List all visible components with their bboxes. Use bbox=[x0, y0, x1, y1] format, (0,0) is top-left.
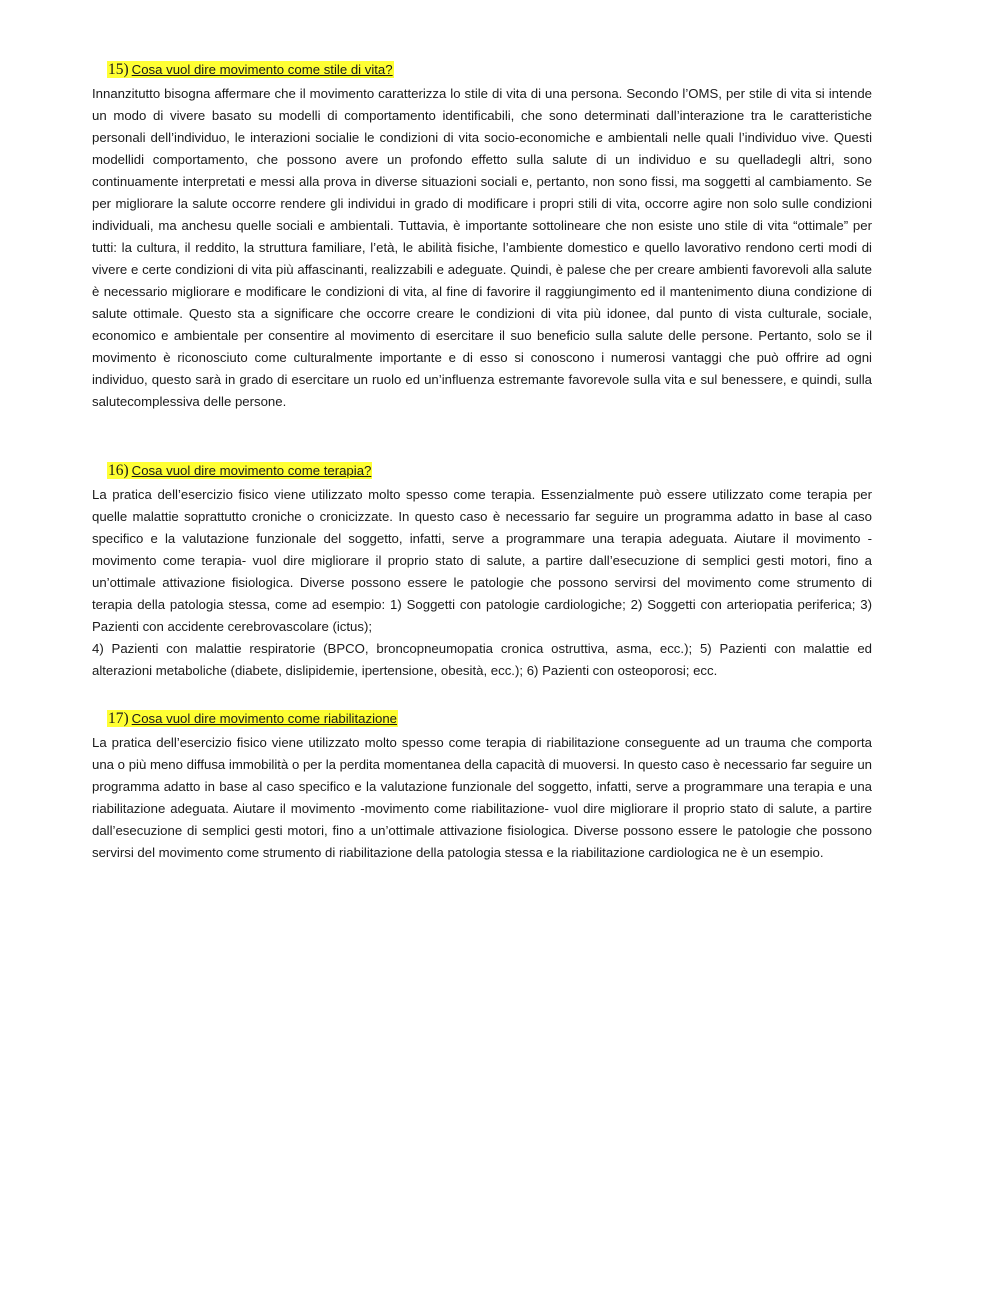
answer-paragraph-15: Innanzitutto bisogna affermare che il movimento caratterizza lo stile di vita di una persona. Secondo l’OMS, per stile di vita si intende un modo di vivere basato su modelli di comportamento identificabili, che sono determinati dall’interazione tra le caratteristiche personali dell’individuo, le interazioni socialie le condizioni di vita socio-economiche e ambientali nelle quali l’individuo vive. Questi modellidi comportamento, che possono avere un profondo effetto sulla salute di un individuo e su quelladegli altri, sono continuamente interpretati e messi alla prova in diverse situazioni sociali e, pertanto, non sono fissi, ma soggetti al cambiamento. Se per migliorare la salute occorre rendere gli individui in grado di modificare i propri stili di vita, occorre agire non solo sulle condizioni individuali, ma anchesu quelle sociali e ambientali. Tuttavia, è importante sottolineare che non esiste uno stile di vita “ottimale” per tutti: la cultura, il reddito, la struttura familiare, l’età, le abilità fisiche, l’ambiente domestico e quello lavorativo rendono certi modi di vivere e certe condizioni di vita più affascinanti, realizzabili e adeguate. Quindi, è palese che per creare ambienti favorevoli alla salute è necessario migliorare e modificare le condizioni di vita, al fine di favorire il raggiungimento ed il mantenimento diuna condizione di salute ottimale. Questo sta a significare che occorre creare le condizioni di vita più idonee, dal punto di vista culturale, sociale, economico e ambientale per consentire al movimento di esercitare il suo beneficio sulla salute delle persone. Pertanto, solo se il movimento è riconosciuto come culturalmente importante e di esso si conoscono i numerosi vantaggi che può offrire ad ogni individuo, questo sarà in grado di esercitare un ruolo ed un’influenza estremante favorevole sulla vita e sul benessere, e quindi, sulla salutecomplessiva delle persone. bbox=[92, 86, 872, 409]
answer-paragraph-16: La pratica dell’esercizio fisico viene utilizzato molto spesso come terapia. Essenzialmente può essere utilizzato come terapia per quelle malattie soprattutto croniche o cronicizzate. In questo caso è necessario far seguire un programma adatto in base al caso specifico e la valutazione funzionale del soggetto, infatti, serve a programmare una terapia adeguata. Aiutare il movimento -movimento come terapia- vuol dire migliorare il proprio stato di salute, a partire dall’esecuzione di semplici gesti motori, fino a un’ottimale attivazione fisiologica. Diverse possono essere le patologie che possono servirsi del movimento come strumento di terapia della patologia stessa, come ad esempio: 1) Soggetti con patologie cardiologiche; 2) Soggetti con arteriopatia periferica; 3) Pazienti con accidente cerebrovascolare (ictus); bbox=[92, 487, 872, 634]
question-number-15: 15) bbox=[108, 61, 129, 78]
question-heading-17 bbox=[107, 708, 872, 730]
question-section-15 bbox=[92, 59, 872, 413]
question-number-17: 17) bbox=[108, 710, 129, 727]
question-section-17 bbox=[92, 708, 872, 864]
answer-paragraph-16-continued: 4) Pazienti con malattie respiratorie (BPCO, broncopneumopatia cronica ostruttiva, asma, ecc.); 5) Pazienti con malattie ed alterazioni metaboliche (diabete, dislipidemie, ipertensione, obesità, ecc.); 6) Pazienti con osteoporosi; ecc. bbox=[92, 641, 872, 678]
question-title-17: Cosa vuol dire movimento come riabilitazione bbox=[131, 711, 398, 726]
question-heading-16 bbox=[107, 460, 872, 482]
question-highlight-16 bbox=[107, 462, 372, 479]
question-highlight-17 bbox=[107, 710, 398, 727]
question-highlight-15 bbox=[107, 61, 394, 78]
question-heading-15 bbox=[107, 59, 872, 81]
question-title-15: Cosa vuol dire movimento come stile di vita? bbox=[131, 62, 393, 77]
question-title-16: Cosa vuol dire movimento come terapia? bbox=[131, 463, 372, 478]
answer-paragraph-17: La pratica dell’esercizio fisico viene utilizzato molto spesso come terapia di riabilitazione conseguente ad un trauma che comporta una o più meno diffusa immobilità o per la perdita momentanea della capacità di muoversi. In questo caso è necessario far seguire un programma adatto in base al caso specifico e la valutazione funzionale del soggetto, infatti, serve a programmare una terapia e una riabilitazione adeguata. Aiutare il movimento -movimento come riabilitazione- vuol dire migliorare il proprio stato di salute, a partire dall’esecuzione di semplici gesti motori, fino a un’ottimale attivazione fisiologica. Diverse possono essere le patologie che possono servirsi del movimento come strumento di riabilitazione della patologia stessa e la riabilitazione cardiologica ne è un esempio. bbox=[92, 735, 872, 860]
question-number-16: 16) bbox=[108, 462, 129, 479]
question-section-16 bbox=[92, 460, 872, 682]
